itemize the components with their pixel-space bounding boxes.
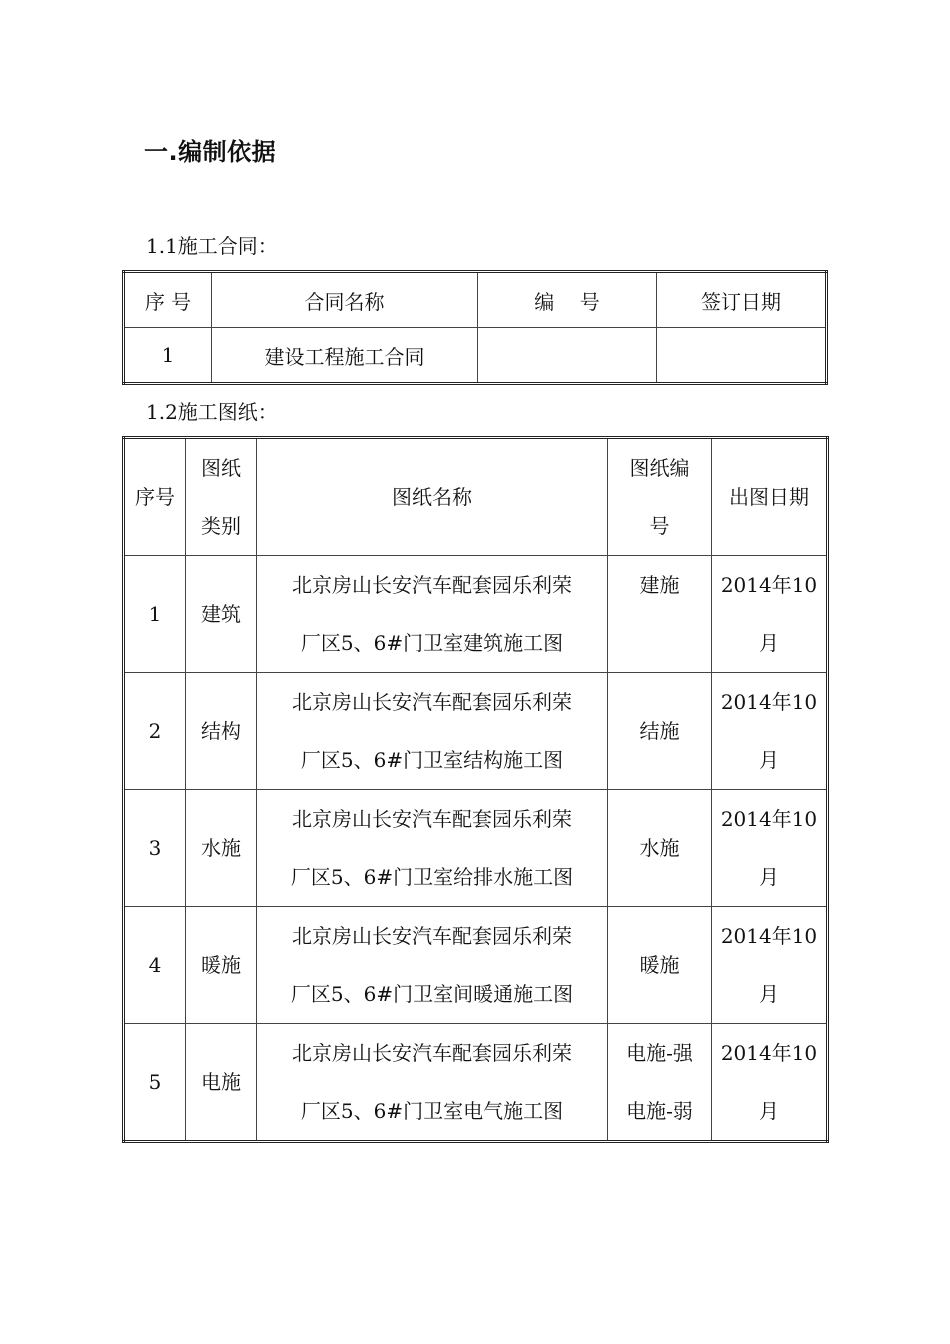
drawing-name-line1: 北京房山长安汽车配套园乐利荣 bbox=[292, 573, 572, 597]
contract-date bbox=[657, 328, 827, 384]
drawing-date bbox=[712, 556, 828, 673]
drawing-name-line2: 厂区5、6#门卫室建筑施工图 bbox=[300, 631, 564, 655]
table-row bbox=[124, 556, 828, 673]
drawing-no: 2 bbox=[124, 673, 186, 790]
header-sign-date: 签订日期 bbox=[657, 272, 827, 328]
drawing-name bbox=[257, 907, 608, 1024]
contracts-section-label: 1.1施工合同： bbox=[146, 234, 278, 258]
drawing-date-line2: 月 bbox=[759, 1099, 779, 1123]
drawing-type: 建筑 bbox=[186, 556, 257, 673]
table-row bbox=[124, 907, 828, 1024]
header-drawing-type bbox=[186, 438, 257, 556]
drawing-code bbox=[608, 907, 712, 1024]
drawing-code bbox=[608, 1024, 712, 1142]
drawing-name bbox=[257, 1024, 608, 1142]
header-no: 序 号 bbox=[124, 272, 212, 328]
drawing-code bbox=[608, 556, 712, 673]
drawings-section-label: 1.2施工图纸： bbox=[146, 400, 278, 424]
drawing-name-line1: 北京房山长安汽车配套园乐利荣 bbox=[292, 807, 572, 831]
drawing-code-line1: 水施 bbox=[639, 836, 680, 860]
drawing-date bbox=[712, 1024, 828, 1142]
contract-code bbox=[478, 328, 657, 384]
header-contract-name: 合同名称 bbox=[212, 272, 478, 328]
drawing-date-line1: 2014年10 bbox=[720, 807, 818, 831]
drawing-code-line1: 建施 bbox=[639, 573, 680, 597]
drawing-no: 3 bbox=[124, 790, 186, 907]
drawing-date-line2: 月 bbox=[759, 982, 779, 1006]
drawing-type: 结构 bbox=[186, 673, 257, 790]
drawing-date-line1: 2014年10 bbox=[720, 573, 818, 597]
drawing-name-line2: 厂区5、6#门卫室结构施工图 bbox=[300, 748, 564, 772]
drawing-name-line1: 北京房山长安汽车配套园乐利荣 bbox=[292, 924, 572, 948]
header-type-line1: 图纸 bbox=[201, 456, 241, 480]
header-type-line2: 类别 bbox=[201, 514, 241, 538]
header-no: 序号 bbox=[124, 438, 186, 556]
contracts-table bbox=[122, 270, 828, 385]
drawings-header-row bbox=[124, 438, 828, 556]
drawing-date-line1: 2014年10 bbox=[720, 690, 818, 714]
drawings-table bbox=[122, 436, 829, 1143]
drawing-date bbox=[712, 907, 828, 1024]
page-title: 一.编制依据 bbox=[144, 138, 277, 166]
drawing-name-line1: 北京房山长安汽车配套园乐利荣 bbox=[292, 690, 572, 714]
drawing-no: 5 bbox=[124, 1024, 186, 1142]
drawing-type: 电施 bbox=[186, 1024, 257, 1142]
drawing-date-line2: 月 bbox=[759, 865, 779, 889]
table-row bbox=[124, 1024, 828, 1142]
table-row bbox=[124, 673, 828, 790]
drawing-date-line1: 2014年10 bbox=[720, 924, 818, 948]
drawing-code-line1: 暖施 bbox=[639, 953, 680, 977]
contract-name: 建设工程施工合同 bbox=[212, 328, 478, 384]
drawing-code-line2: 电施-弱 bbox=[626, 1099, 693, 1123]
drawing-type: 水施 bbox=[186, 790, 257, 907]
drawing-date bbox=[712, 790, 828, 907]
drawing-date-line2: 月 bbox=[759, 748, 779, 772]
drawing-name-line2: 厂区5、6#门卫室电气施工图 bbox=[300, 1099, 564, 1123]
drawing-date-line1: 2014年10 bbox=[720, 1041, 818, 1065]
contract-no: 1 bbox=[124, 328, 212, 384]
table-row bbox=[124, 328, 827, 384]
drawing-code-line1: 结施 bbox=[639, 719, 680, 743]
drawing-name-line2: 厂区5、6#门卫室间暖通施工图 bbox=[290, 982, 574, 1006]
drawing-no: 4 bbox=[124, 907, 186, 1024]
drawing-code bbox=[608, 790, 712, 907]
drawing-name bbox=[257, 556, 608, 673]
drawing-code bbox=[608, 673, 712, 790]
drawing-name-line2: 厂区5、6#门卫室给排水施工图 bbox=[290, 865, 574, 889]
drawing-no: 1 bbox=[124, 556, 186, 673]
contracts-header-row bbox=[124, 272, 827, 328]
drawing-name bbox=[257, 790, 608, 907]
drawing-type: 暖施 bbox=[186, 907, 257, 1024]
drawing-name bbox=[257, 673, 608, 790]
header-issue-date: 出图日期 bbox=[712, 438, 828, 556]
header-contract-code: 编 号 bbox=[478, 272, 657, 328]
header-code-line2: 号 bbox=[649, 514, 670, 538]
header-code-line1: 图纸编 bbox=[629, 456, 690, 480]
drawing-code-line1: 电施-强 bbox=[626, 1041, 693, 1065]
header-drawing-name: 图纸名称 bbox=[257, 438, 608, 556]
header-drawing-code bbox=[608, 438, 712, 556]
drawing-date-line2: 月 bbox=[759, 631, 779, 655]
drawing-name-line1: 北京房山长安汽车配套园乐利荣 bbox=[292, 1041, 572, 1065]
drawing-date bbox=[712, 673, 828, 790]
table-row bbox=[124, 790, 828, 907]
